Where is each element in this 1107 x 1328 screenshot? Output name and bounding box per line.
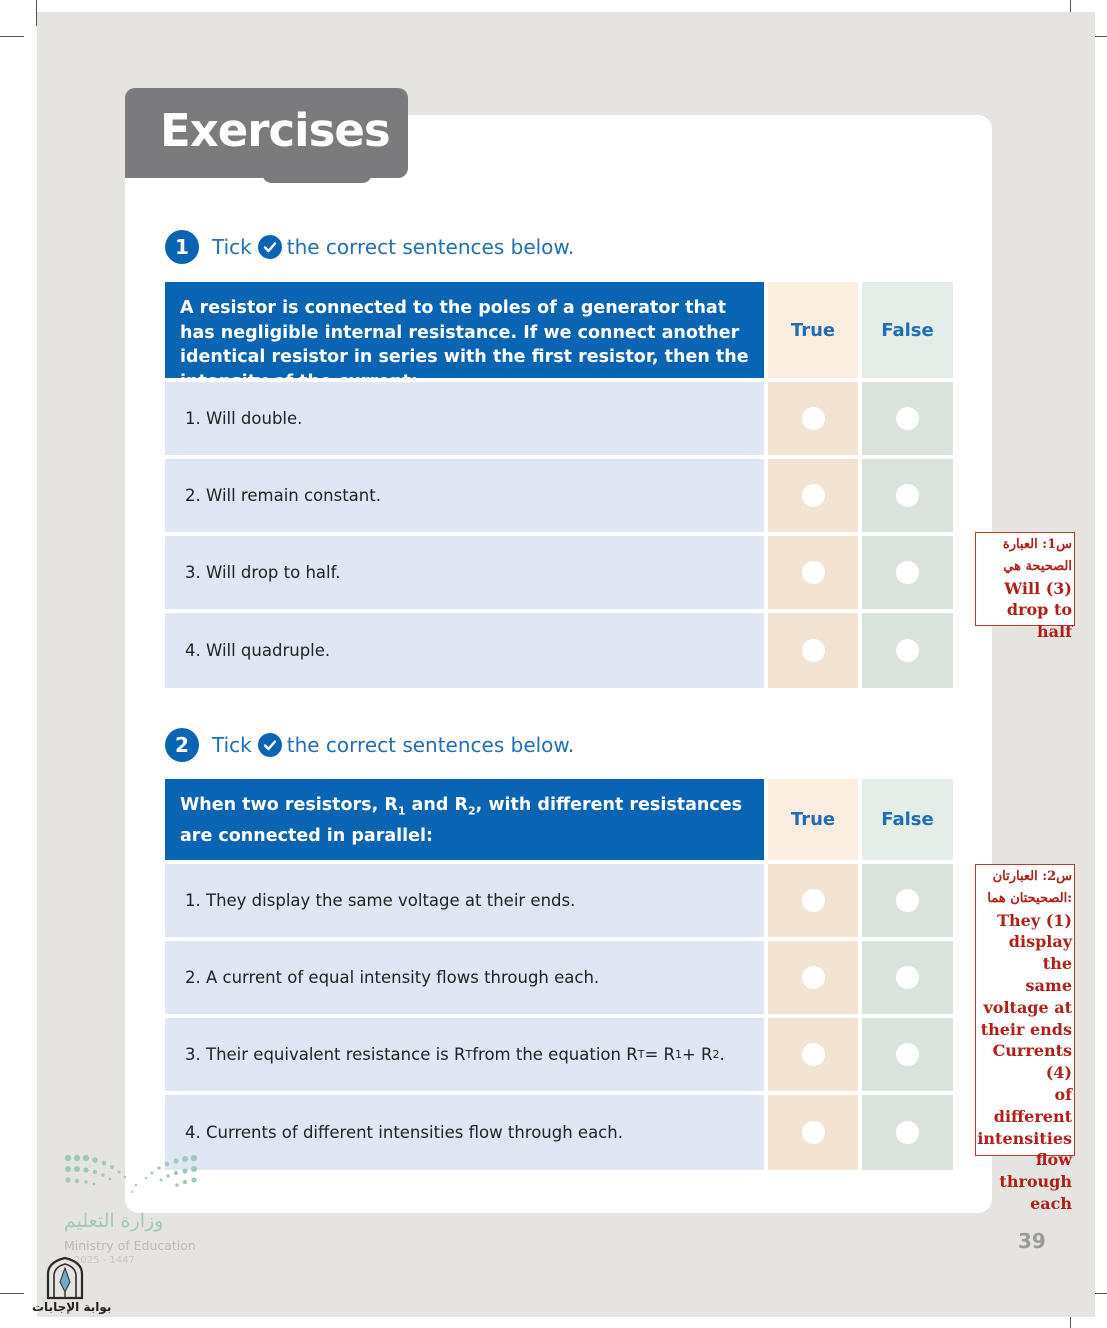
stem-subscript: 2 [467, 804, 476, 818]
option-text-part: from the equation R [472, 1045, 638, 1064]
false-cell [862, 536, 953, 609]
note-line: drop to half [1006, 600, 1072, 642]
note-line: flow [1035, 1150, 1072, 1170]
answer-note-2 [975, 864, 1075, 1213]
false-radio-button[interactable] [896, 561, 919, 584]
instruction-text: the correct sentences below. [286, 733, 575, 757]
answer-note-1 [975, 532, 1075, 642]
true-radio-button[interactable] [802, 484, 825, 507]
option-subscript: T [637, 1048, 645, 1061]
true-radio-button[interactable] [802, 1121, 825, 1144]
false-column-header: False [862, 282, 953, 378]
false-radio-button[interactable] [896, 966, 919, 989]
note-line: Will (3) [1004, 578, 1072, 598]
note-line: display the [1008, 932, 1072, 974]
exercise-number-badge: 2 [165, 728, 199, 762]
table-row [165, 382, 953, 455]
option-text-part: . [719, 1045, 725, 1064]
true-cell [768, 613, 858, 688]
option-text-part: = R [644, 1045, 675, 1064]
false-cell [862, 1018, 953, 1091]
stem-text: , with different resistances are connected in parallel: [180, 795, 743, 846]
false-radio-button[interactable] [896, 407, 919, 430]
note-line: س2: العبارتان [992, 869, 1072, 884]
option-text: 1. Will double. [165, 382, 764, 455]
note-line: their ends [980, 1019, 1072, 1039]
note-line: س1: العبارة [1002, 537, 1072, 552]
check-circle-icon [258, 733, 282, 757]
ministry-years: 2025 - 1447 [74, 1255, 135, 1266]
option-text: 3. Will drop to half. [165, 536, 764, 609]
table-row [165, 1018, 953, 1091]
portal-label: بوابة الإجابات [32, 1300, 112, 1314]
option-text-part: + R [681, 1045, 713, 1064]
option-text: 2. Will remain constant. [165, 459, 764, 532]
table-row [165, 941, 953, 1014]
exercise-number-badge: 1 [165, 230, 199, 264]
section-title: Exercises [160, 104, 390, 157]
option-text [165, 1018, 764, 1091]
note-line: through [999, 1172, 1072, 1192]
true-column-header: True [768, 779, 858, 860]
table-header-row [165, 779, 953, 860]
true-cell [768, 382, 858, 455]
true-radio-button[interactable] [802, 407, 825, 430]
option-text: 4. Currents of different intensities flow through each. [165, 1095, 764, 1170]
note-line: intensities [977, 1128, 1072, 1148]
note-line: They (1) [997, 910, 1072, 930]
note-line: each [1030, 1193, 1072, 1213]
stem-text: and R [405, 795, 468, 815]
true-radio-button[interactable] [802, 1043, 825, 1066]
option-text: 1. They display the same voltage at their ends. [165, 864, 764, 937]
true-cell [768, 459, 858, 532]
false-radio-button[interactable] [896, 889, 919, 912]
false-cell [862, 864, 953, 937]
false-cell [862, 941, 953, 1014]
ministry-name-english: Ministry of Education [64, 1238, 196, 1253]
stem-text: When two resistors, R [180, 795, 398, 815]
true-cell [768, 536, 858, 609]
true-radio-button[interactable] [802, 966, 825, 989]
stem-subscript: 1 [397, 804, 406, 818]
page-number: 39 [1018, 1229, 1046, 1253]
check-circle-icon [258, 235, 282, 259]
note-line: Currents (4) [992, 1041, 1072, 1083]
note-line: الصحيحة هي [1003, 558, 1072, 574]
option-subscript: 1 [674, 1048, 682, 1061]
question-stem: A resistor is connected to the poles of a generator that has negligible internal resistance. If we connect another identical resistor in series with the first resistor, then the [165, 282, 764, 378]
true-cell [768, 941, 858, 1014]
instruction-tick-word: Tick [212, 733, 252, 757]
false-cell [862, 459, 953, 532]
table-row [165, 864, 953, 937]
true-radio-button[interactable] [802, 889, 825, 912]
crop-mark [0, 1293, 24, 1294]
true-column-header: True [768, 282, 858, 378]
false-radio-button[interactable] [896, 1043, 919, 1066]
table-row [165, 459, 953, 532]
exercise-2-heading [165, 727, 574, 763]
instruction-text: the correct sentences below. [286, 235, 575, 259]
note-line: الصحيحتان هما: [987, 890, 1072, 906]
option-subscript: 2 [712, 1048, 720, 1061]
ministry-dots-logo [62, 1150, 202, 1200]
portal-logo-icon [44, 1256, 86, 1300]
note-line: same [1025, 975, 1072, 995]
true-radio-button[interactable] [802, 561, 825, 584]
crop-mark [0, 36, 24, 37]
true-cell [768, 864, 858, 937]
true-cell [768, 1095, 858, 1170]
false-radio-button[interactable] [896, 639, 919, 662]
option-text-part: 3. Their equivalent resistance is R [185, 1045, 466, 1064]
table-row [165, 1095, 953, 1170]
note-line: voltage at [983, 997, 1072, 1017]
false-column-header: False [862, 779, 953, 860]
section-tab-notch [262, 168, 372, 183]
false-radio-button[interactable] [896, 1121, 919, 1144]
option-text: 4. Will quadruple. [165, 613, 764, 688]
ministry-name-arabic: وزارة التعليم [64, 1210, 164, 1232]
exercise-1-heading [165, 229, 574, 265]
false-radio-button[interactable] [896, 484, 919, 507]
true-radio-button[interactable] [802, 639, 825, 662]
table-row [165, 536, 953, 609]
false-cell [862, 382, 953, 455]
instruction-tick-word: Tick [212, 235, 252, 259]
table-row [165, 613, 953, 688]
table-header-row [165, 282, 953, 378]
note-line: of different [993, 1084, 1072, 1126]
false-cell [862, 613, 953, 688]
true-cell [768, 1018, 858, 1091]
option-text: 2. A current of equal intensity flows through each. [165, 941, 764, 1014]
option-subscript: T [465, 1048, 473, 1061]
false-cell [862, 1095, 953, 1170]
question-stem [165, 779, 764, 860]
